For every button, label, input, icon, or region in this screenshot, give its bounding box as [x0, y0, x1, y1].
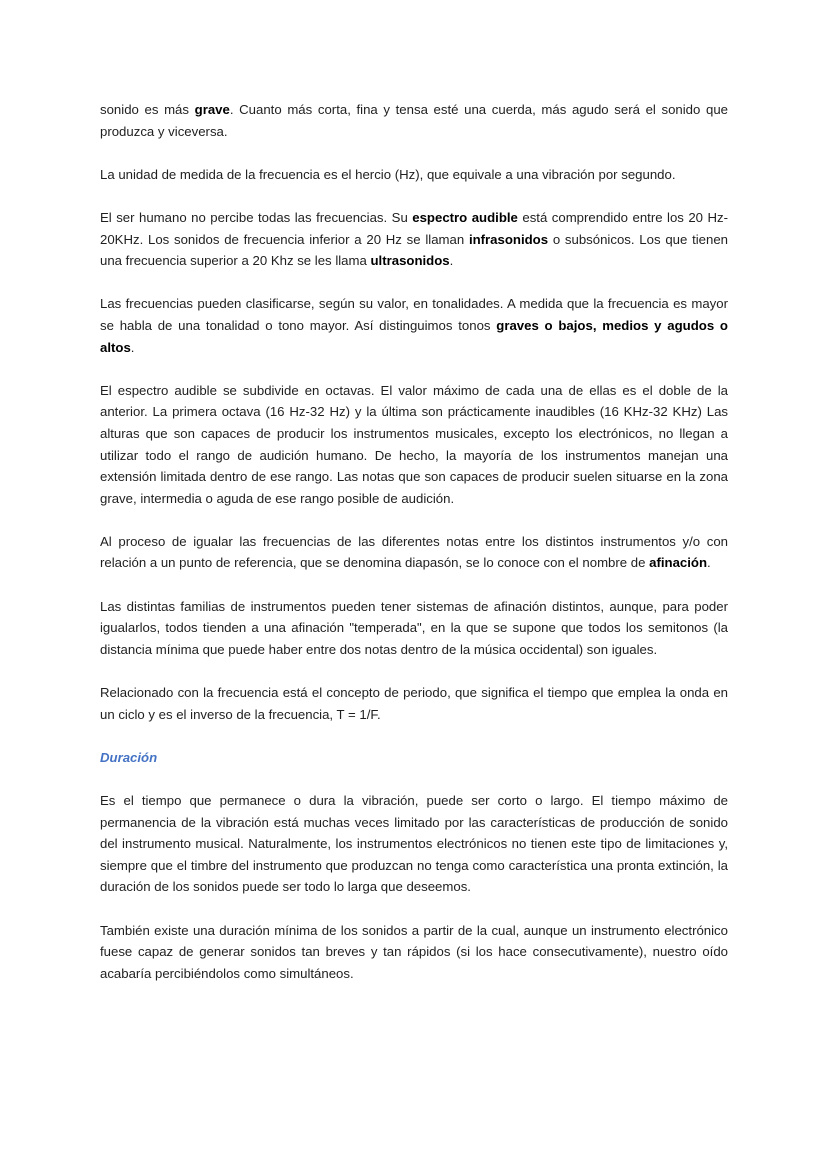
- text-run: sonido es más: [100, 102, 195, 117]
- paragraph-temperada: [100, 596, 728, 661]
- text-run: Es el tiempo que permanece o dura la vibración, puede ser corto o largo. El tiempo máximo de permanencia de la vibración está muchas veces limitado por las características de producción de sonido del instrumento musical. Naturalmente, los instrumentos electrónicos no tienen este tipo de limitaciones y, siempre que el timbre del instrumento que produzcan no tenga como característica una pronta extinción, la duración de los sonidos puede ser todo lo larga que deseemos.: [100, 793, 728, 895]
- text-run: La unidad de medida de la frecuencia es el hercio (Hz), que equivale a una vibración por segundo.: [100, 166, 676, 182]
- bold-term-infrasonidos: infrasonidos: [468, 231, 549, 247]
- text-run: .: [449, 253, 454, 269]
- bold-term-afinacion: afinación: [649, 555, 708, 571]
- bold-term-ultrasonidos: ultrasonidos: [370, 253, 450, 269]
- paragraph-duracion: [100, 790, 728, 898]
- text-run: o subsónicos. Los que tienen una frecuencia superior a 20 Khz se les llama: [100, 231, 728, 269]
- bold-term-espectro-audible: espectro audible: [412, 209, 518, 225]
- bold-term-grave: grave: [194, 102, 230, 117]
- paragraph-espectro-audible: [100, 207, 728, 272]
- bold-term-tonos: graves o bajos, medios y agudos o altos: [100, 317, 728, 355]
- paragraph-periodo: [100, 682, 728, 725]
- paragraph-afinacion: [100, 531, 728, 574]
- text-run: Al proceso de igualar las frecuencias de las diferentes notas entre los distintos instrumentos y/o con relación a un punto de referencia, que se denomina diapasón, se lo conoce con el nombre de: [100, 533, 728, 571]
- text-run: está comprendido entre los 20 Hz- 20KHz. Los sonidos de frecuencia inferior a 20 Hz se llaman: [100, 209, 729, 247]
- paragraph-duracion-minima: [100, 920, 728, 985]
- text-run: El espectro audible se subdivide en octavas. El valor máximo de cada una de ellas es el doble de la anterior. La primera octava (16 Hz-32 Hz) y la última son prácticamente inaudibles (16 KHz-32 KHz) Las alturas que son capaces de producir los instrumentos musicales, excepto los electrónicos, no llegan a utilizar todo el rango de audición humano. De hecho, la mayoría de los instrumentos manejan una extensión limitada dentro de ese rango. Las notas que son capaces de producir suelen situarse en la zona grave, intermedia o aguda de ese rango posible de audición.: [100, 382, 728, 506]
- text-run: .: [130, 339, 135, 355]
- text-run: También existe una duración mínima de los sonidos a partir de la cual, aunque un instrumento electrónico fuese capaz de generar sonidos tan breves y tan rápidos (si los hace consecutivamente), nuestro oído acabaría percibiéndolos como simultáneos.: [100, 922, 728, 981]
- paragraph-octavas: [100, 380, 728, 510]
- paragraph-tonalidades: [100, 293, 728, 358]
- text-run: El ser humano no percibe todas las frecuencias. Su: [100, 209, 413, 225]
- text-run: .: [707, 555, 711, 571]
- text-run: Relacionado con la frecuencia está el concepto de periodo, que significa el tiempo que emplea la onda en un ciclo y es el inverso de la frecuencia, T = 1/F.: [100, 685, 728, 722]
- text-run: Las frecuencias pueden clasificarse, según su valor, en tonalidades. A medida que la frecuencia es mayor se habla de una tonalidad o tono mayor. Así distinguimos tonos: [100, 296, 728, 333]
- paragraph-grave: [100, 99, 728, 142]
- section-heading-duracion: Duración: [100, 749, 158, 765]
- text-run: . Cuanto más corta, fina y tensa esté una cuerda, más agudo será el sonido que produzca y viceversa.: [100, 102, 728, 139]
- document-page: [100, 99, 728, 1006]
- paragraph-hercio: [100, 164, 728, 186]
- text-run: Las distintas familias de instrumentos pueden tener sistemas de afinación distintos, aunque, para poder igualarlos, todos tienden a una afinación "temperada", en la que se supone que todos los semitonos (la distancia mínima que puede haber entre dos notas dentro de la música occidental) son iguales.: [100, 598, 728, 657]
